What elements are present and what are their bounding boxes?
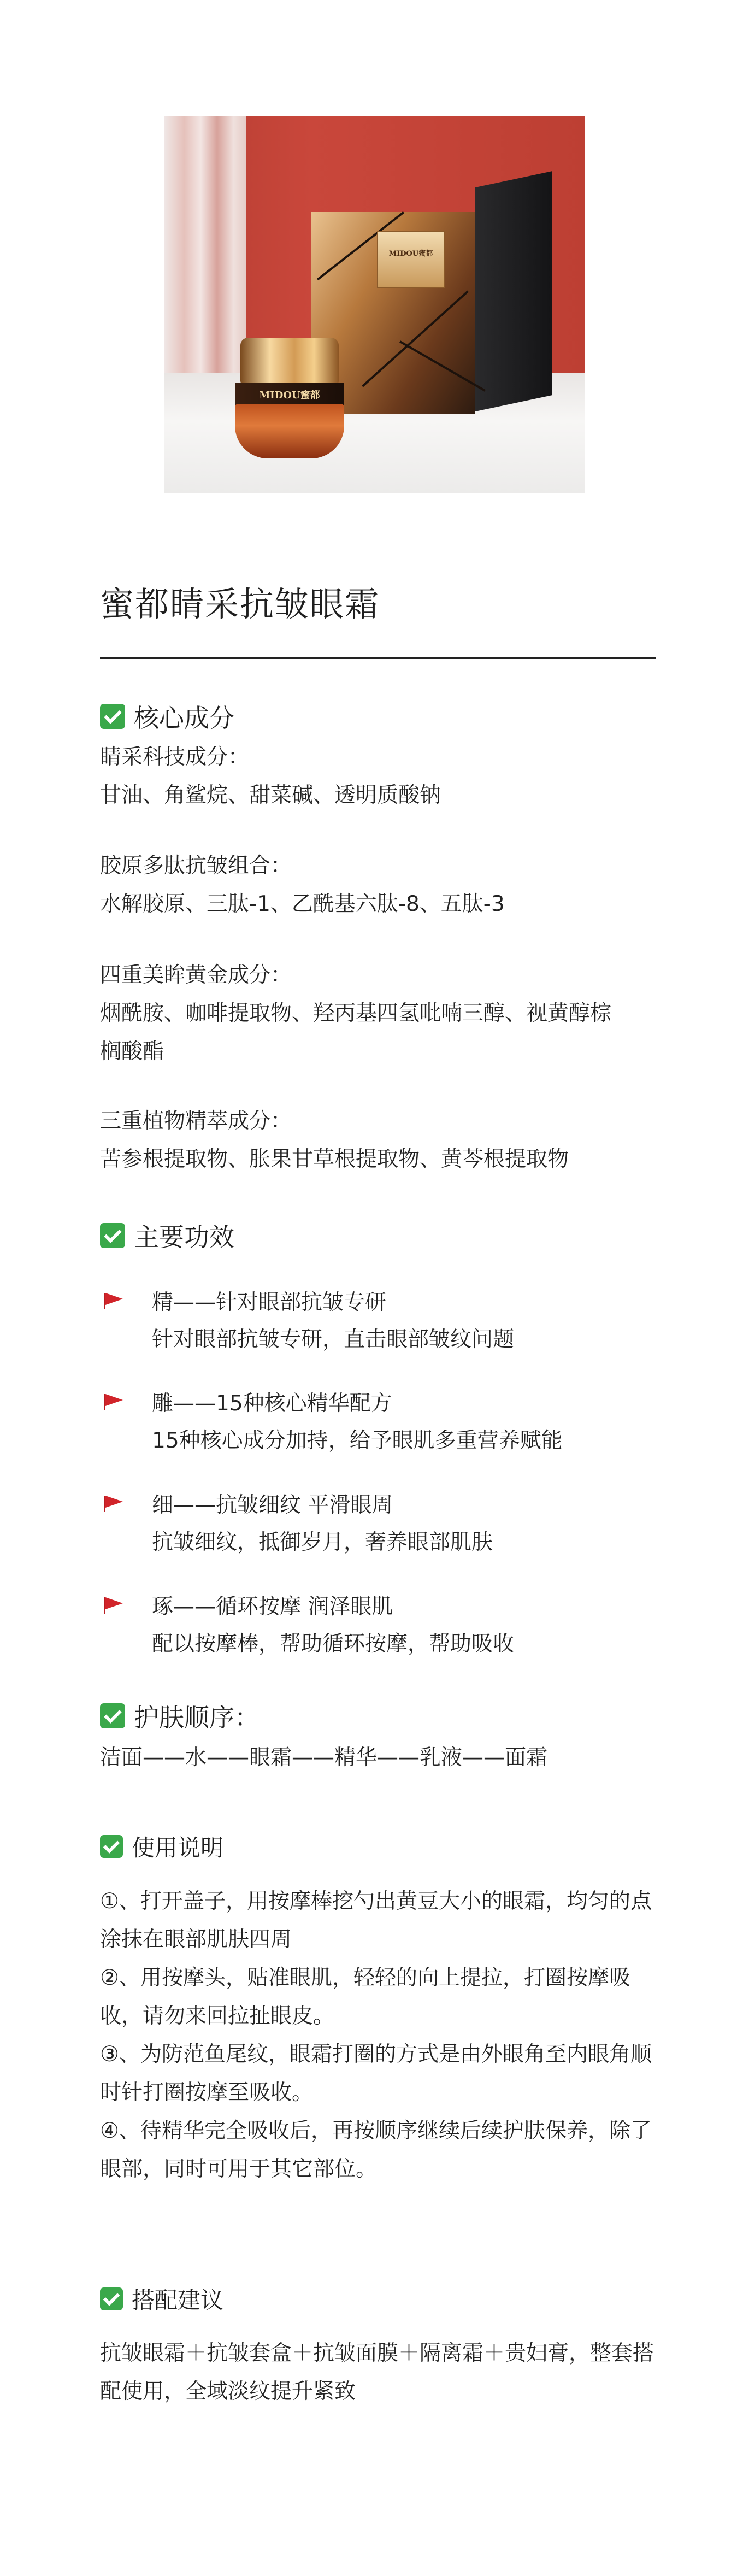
section-effects-heading (100, 1218, 234, 1254)
pairing-line: 配使用，全域淡纹提升紧致 (100, 2379, 356, 2404)
section-label: 护肤顺序： (134, 1703, 260, 1732)
box-label-plate (377, 231, 445, 288)
red-flag-icon (104, 1597, 122, 1609)
red-flag-icon (104, 1293, 122, 1305)
red-flag-icon (104, 1496, 122, 1508)
red-flag-icon (104, 1394, 122, 1406)
ingredient-group-name: 三重植物精萃成分： (100, 1109, 292, 1133)
effect-desc: 15种核心成分加持，给予眼肌多重营养赋能 (152, 1428, 563, 1453)
ingredient-group-items: 甘油、角鲨烷、甜菜碱、透明质酸钠 (100, 783, 441, 808)
gift-box-lid (475, 171, 552, 411)
effect-title: 琢——循环按摩 润泽眼肌 (152, 1595, 393, 1619)
ingredient-group-items: 榈酸酯 (100, 1039, 164, 1064)
usage-line: ②、用按摩头，贴准眼肌，轻轻的向上提拉，打圈按摩吸 (100, 1966, 630, 1990)
jar-body (235, 404, 344, 458)
check-icon (100, 2287, 123, 2310)
effect-desc: 抗皱细纹，抵御岁月，奢养眼部肌肤 (152, 1530, 493, 1555)
check-icon (100, 1835, 123, 1858)
jar-band (235, 383, 344, 405)
section-label: 核心成分 (134, 703, 234, 733)
ingredient-group-items: 烟酰胺、咖啡提取物、羟丙基四氢吡喃三醇、视黄醇棕 (100, 1001, 612, 1026)
ingredient-group-items: 苦参根提取物、胀果甘草根提取物、黄芩根提取物 (100, 1147, 569, 1172)
usage-line: 眼部，同时可用于其它部位。 (100, 2157, 378, 2181)
title-divider (100, 657, 656, 659)
section-label: 主要功效 (134, 1222, 234, 1252)
product-title: 蜜都睛采抗皱眼霜 (100, 584, 380, 624)
box-stripe (399, 340, 486, 391)
section-usage-heading (100, 1830, 223, 1863)
box-brand-text: MIDOU蜜都 (388, 250, 433, 258)
usage-line: 收，请勿来回拉扯眼皮。 (100, 2004, 335, 2028)
check-icon (100, 1223, 125, 1248)
ingredient-group-items: 水解胶原、三肽-1、乙酰基六肽-8、五肽-3 (100, 892, 505, 916)
effect-title: 精——针对眼部抗皱专研 (152, 1290, 387, 1315)
ingredient-group-name: 四重美眸黄金成分： (100, 963, 292, 987)
usage-line: ④、待精华完全吸收后，再按顺序继续后续护肤保养，除了 (100, 2119, 652, 2143)
jar-lid (240, 338, 339, 384)
order-steps: 洁面——水——眼霜——精华——乳液——面霜 (100, 1745, 548, 1770)
usage-line: ①、打开盖子，用按摩棒挖勺出黄豆大小的眼霜，均匀的点 (100, 1889, 652, 1914)
check-icon (100, 1703, 125, 1728)
section-label: 搭配建议 (132, 2287, 224, 2314)
ingredient-group-name: 睛采科技成分： (100, 745, 250, 769)
effect-title: 雕——15种核心精华配方 (152, 1391, 392, 1416)
section-pairing-heading (100, 2283, 223, 2315)
section-label: 使用说明 (132, 1834, 224, 1861)
ingredient-group-name: 胶原多肽抗皱组合： (100, 854, 292, 878)
pairing-line: 抗皱眼霜＋抗皱套盒＋抗皱面膜＋隔离霜＋贵妇膏，整套搭 (100, 2341, 654, 2366)
usage-line: 涂抹在眼部肌肤四周 (100, 1927, 292, 1952)
check-icon (100, 704, 125, 729)
jar-brand-text: MIDOU蜜都 (259, 390, 320, 401)
section-order-heading (100, 1698, 260, 1734)
effect-title: 细——抗皱细纹 平滑眼周 (152, 1493, 393, 1518)
usage-line: ③、为防范鱼尾纹，眼霜打圈的方式是由外眼角至内眼角顺 (100, 2042, 652, 2067)
effect-desc: 针对眼部抗皱专研，直击眼部皱纹问题 (152, 1327, 515, 1352)
product-photo (164, 116, 585, 493)
effect-desc: 配以按摩棒，帮助循环按摩，帮助吸收 (152, 1632, 515, 1656)
section-ingredients-heading (100, 698, 234, 734)
usage-line: 时针打圈按摩至吸收。 (100, 2080, 314, 2105)
